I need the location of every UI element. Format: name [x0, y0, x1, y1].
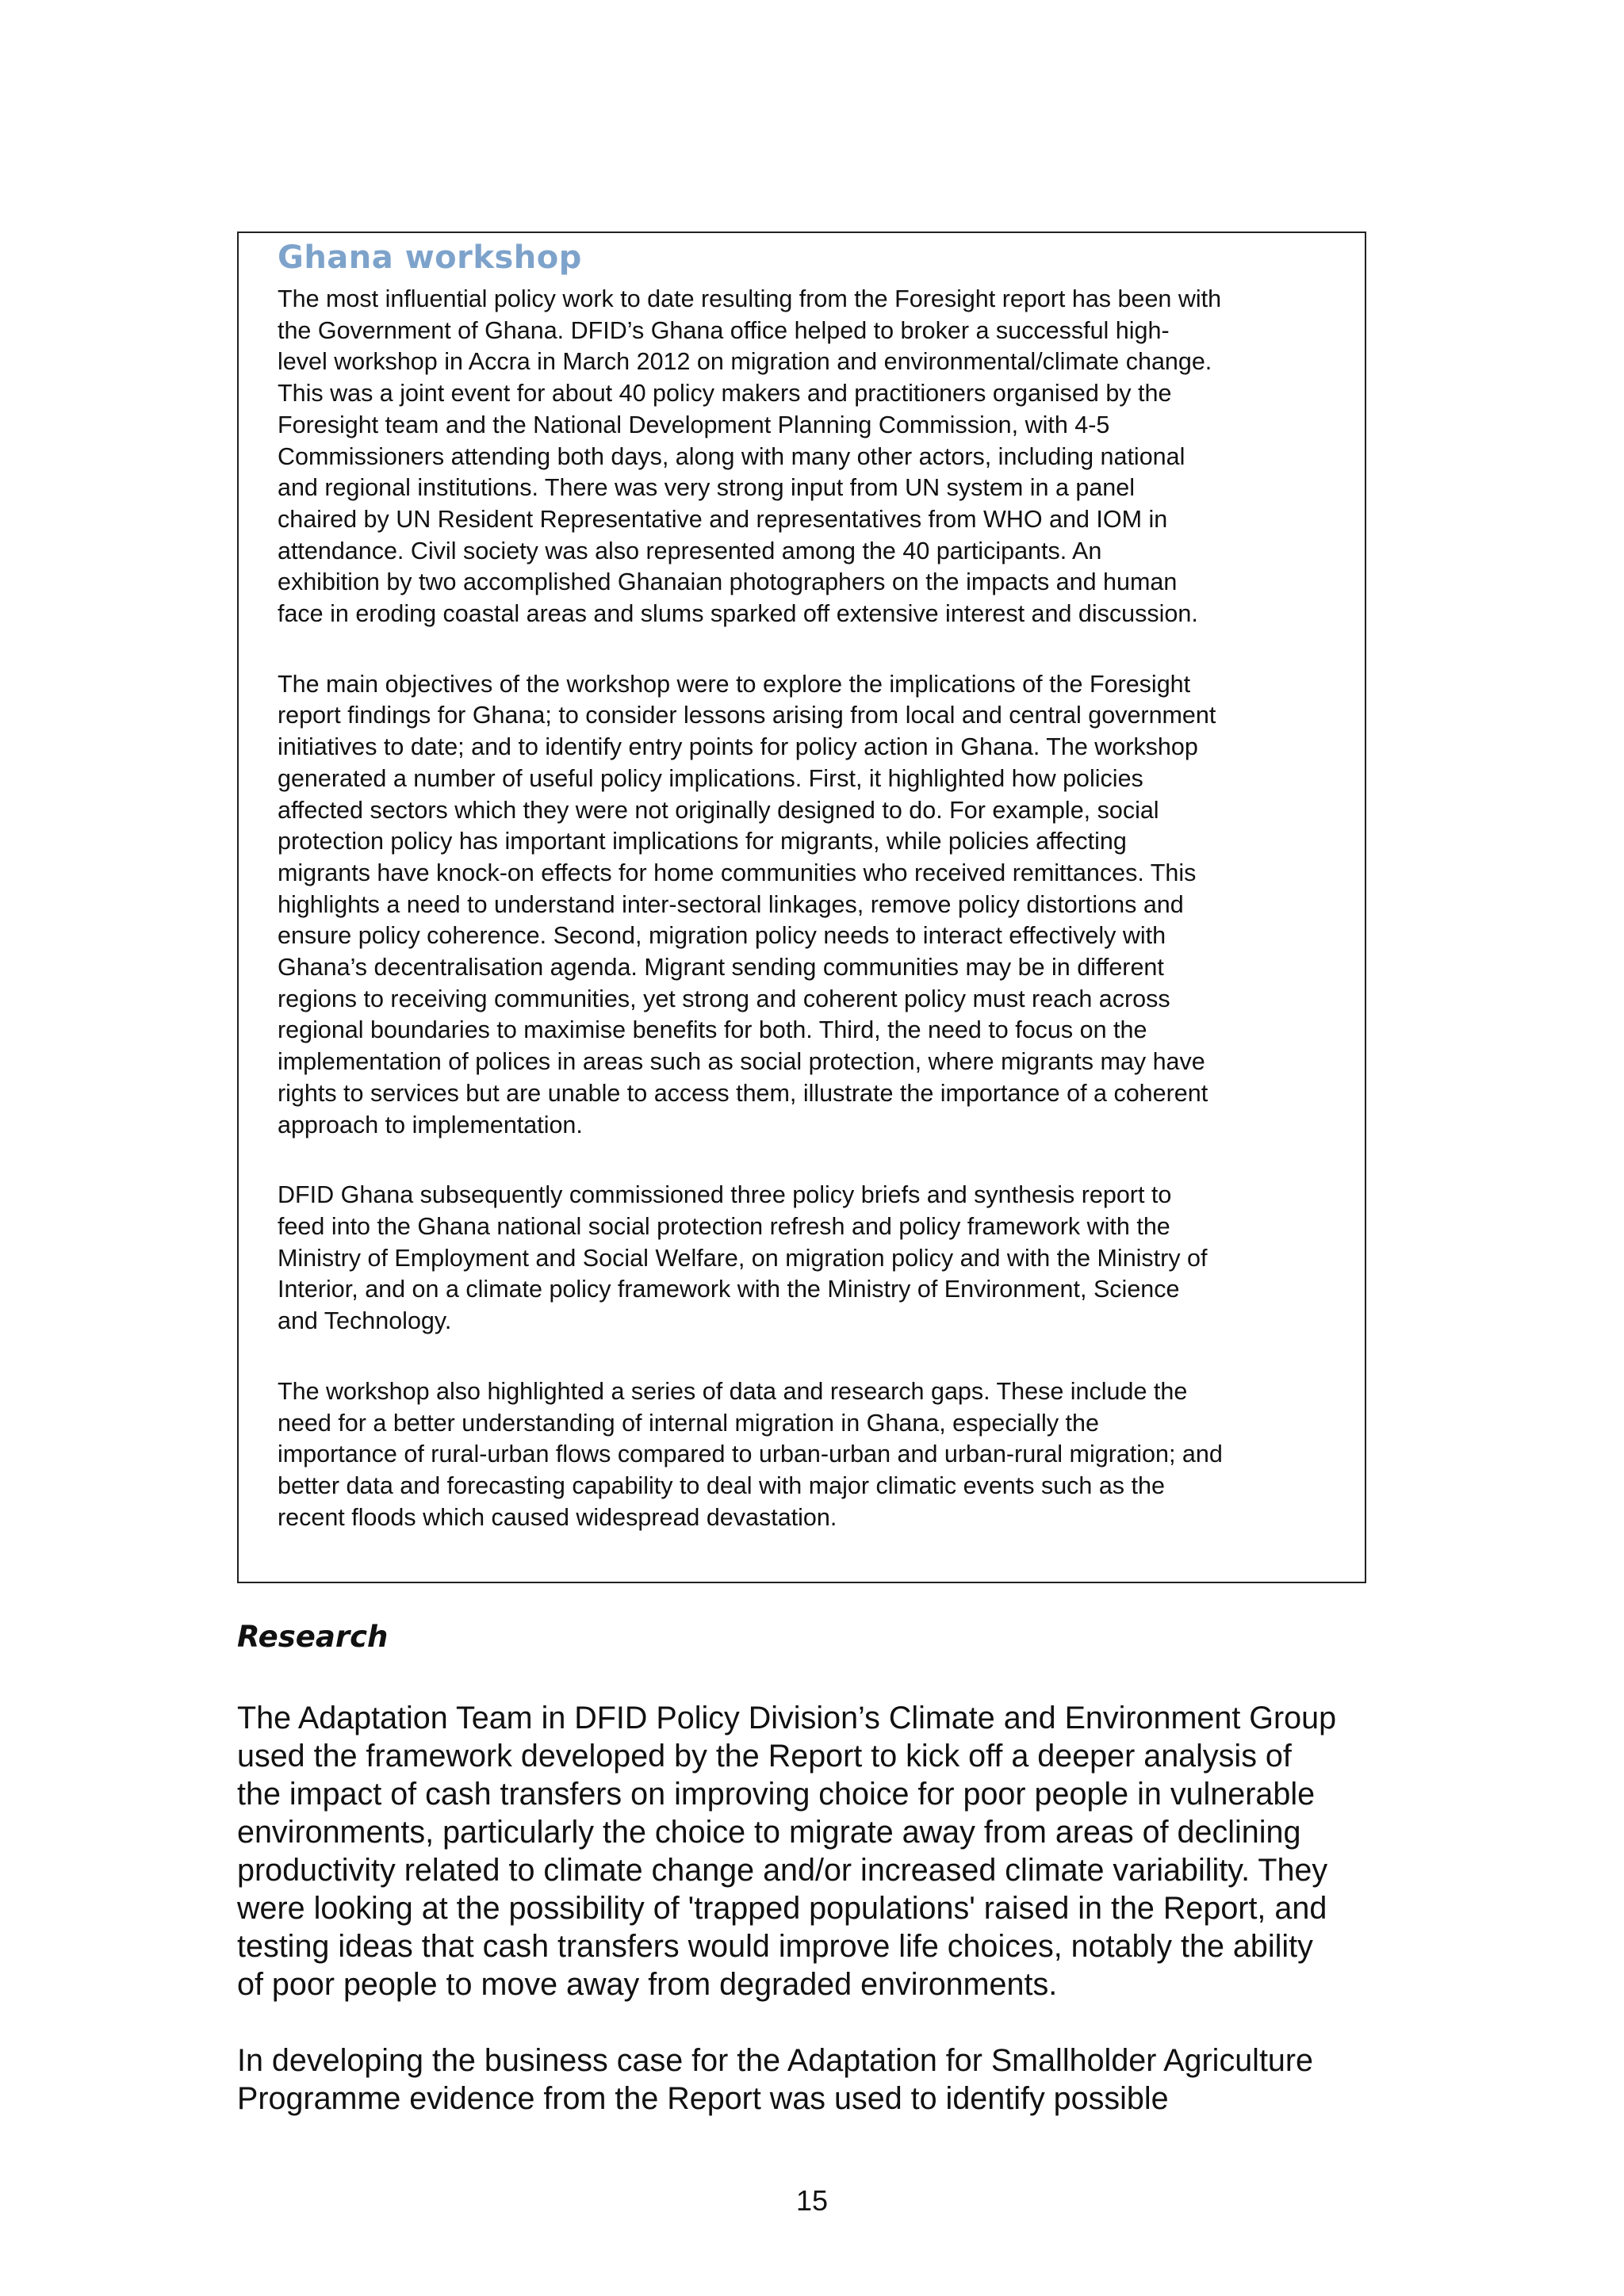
research-paragraph-1: The Adaptation Team in DFID Policy Division’s Climate and Environment Group used the framework developed by the Report to kick off a deeper analysis of the impact of cash transfers on improving choice for poor people in vulnerable environments, particularly the choice to migrate away from areas of declining productivity related to climate change and/or increased climate variability. They were looking at the possibility of 'trapped populations' raised in the Report, and testing ideas that cash transfers would improve life choices, notably the ability of poor people to move away from degraded environments.	[237, 1701, 1337, 2002]
box-paragraph-4: The workshop also highlighted a series of data and research gaps. These include the need for a better understanding of internal migration in Ghana, especially the importance of rural-urban flows compared to urban-urban and urban-rural migration; and better data and forecasting capability to deal with major climatic events such as the recent floods which caused widespread devastation.	[278, 1377, 1223, 1531]
box-paragraph-3: DFID Ghana subsequently commissioned three policy briefs and synthesis report to feed into the Ghana national social protection refresh and policy framework with the Ministry of Employment and Social Welfare, on migration policy and with the Ministry of Interior, and on a climate policy framework with the Ministry of Environment, Science and Technology.	[278, 1181, 1208, 1335]
research-paragraph-2: In developing the business case for the Adaptation for Smallholder Agriculture Programme evidence from the Report was used to identify possible	[237, 2043, 1314, 2116]
box-title: Ghana workshop	[278, 239, 582, 276]
research-body	[237, 1699, 1403, 2156]
box-paragraph-1: The most influential policy work to date resulting from the Foresight report has been with the Government of Ghana. DFID’s Ghana office helped to broker a successful high- level workshop in Accra in March 2012 on migration and environmental/climate change. This was a joint event for about 40 policy makers and practitioners organised by the Foresight team and the National Development Planning Commission, with 4-5 Commissioners attending both days, along with many other actors, including national and regional institutions. There was very strong input from UN system in a panel chaired by UN Resident Representative and representatives from WHO and IOM in attendance. Civil society was also represented among the 40 participants. An exhibition by two accomplished Ghanaian photographers on the impacts and human face in eroding coastal areas and slums sparked off extensive interest and discussion.	[278, 285, 1222, 628]
box-paragraph-2: The main objectives of the workshop were to explore the implications of the Foresight report findings for Ghana; to consider lessons arising from local and central government initiatives to date; and to identify entry points for policy action in Ghana. The workshop generated a number of useful policy implications. First, it highlighted how policies affected sectors which they were not originally designed to do. For example, social protection policy has important implications for migrants, while policies affecting migrants have knock-on effects for home communities who received remittances. This highlights a need to understand inter-sectoral linkages, remove policy distortions and ensure policy coherence. Second, migration policy needs to interact effectively with Ghana’s decentralisation agenda. Migrant sending communities may be in different regions to receiving communities, yet strong and coherent policy must reach across regional boundaries to maximise benefits for both. Third, the need to focus on the implementation of polices in areas such as social protection, where migrants may have rights to services but are unable to access them, illustrate the importance of a coherent approach to implementation.	[278, 670, 1216, 1138]
section-heading-research: Research	[237, 1620, 389, 1654]
box-body	[278, 284, 1348, 1533]
page-number: 15	[795, 2184, 829, 2217]
